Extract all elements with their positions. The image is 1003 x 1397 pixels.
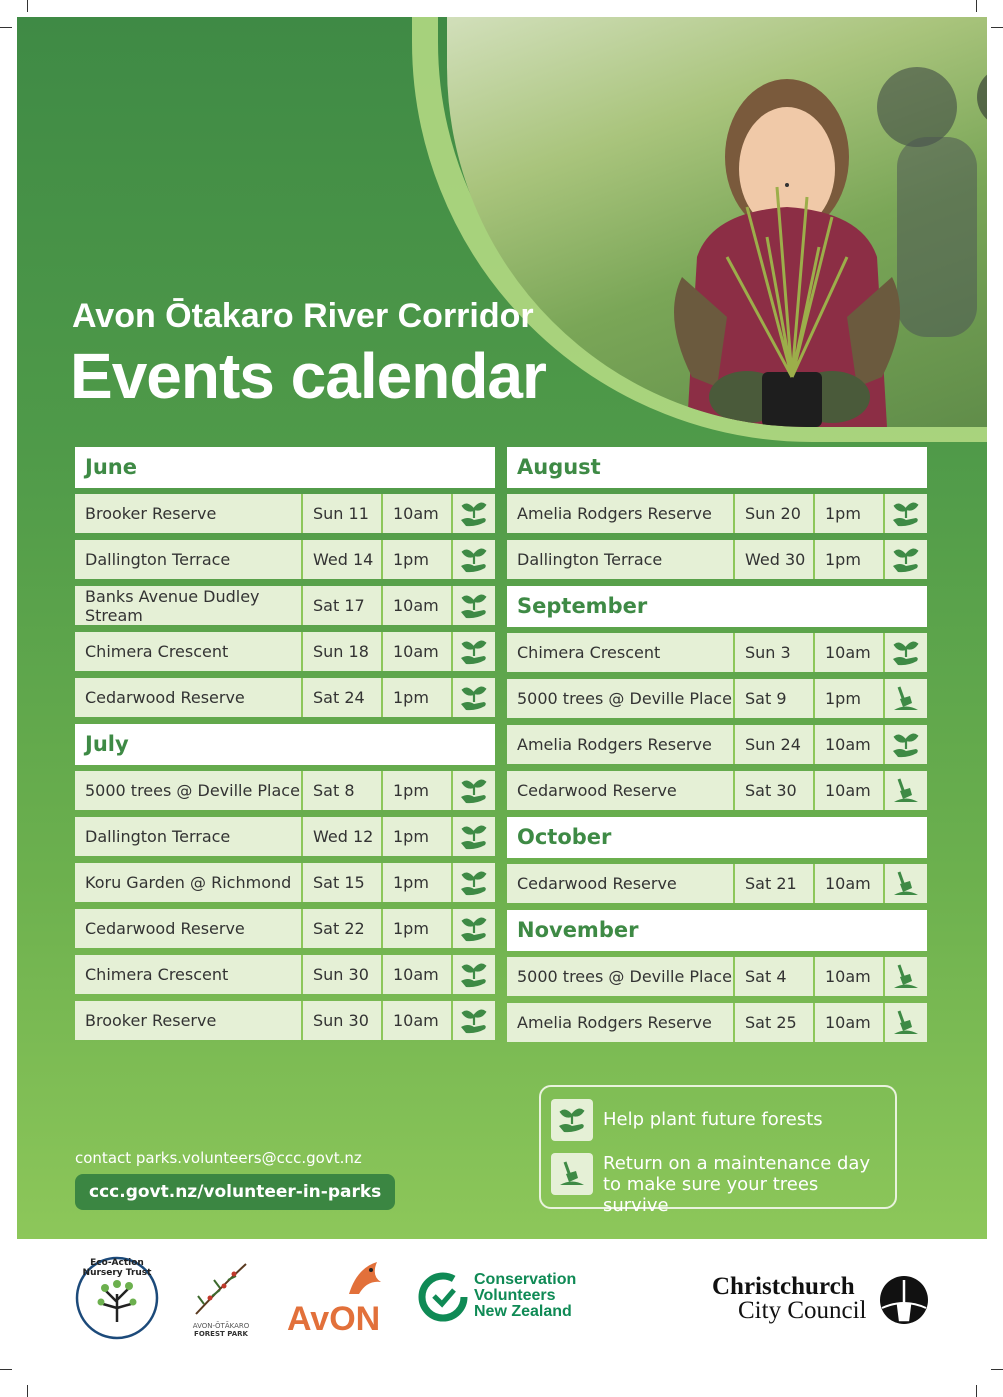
volunteer-url[interactable]: ccc.govt.nz/volunteer-in-parks xyxy=(75,1174,395,1210)
event-time: 10am xyxy=(815,864,885,903)
left-calendar-column xyxy=(75,447,495,1047)
plant-icon xyxy=(453,632,495,671)
event-time: 1pm xyxy=(815,540,885,579)
shovel-icon xyxy=(885,771,927,810)
plant-icon xyxy=(453,817,495,856)
event-location: Dallington Terrace xyxy=(75,817,303,856)
event-day: Sun 30 xyxy=(303,955,383,994)
plant-icon xyxy=(453,771,495,810)
event-time: 1pm xyxy=(383,540,453,579)
cvnz-logo xyxy=(418,1272,598,1332)
ccc-line-2: City Council xyxy=(738,1297,867,1324)
ccc-line-1: Christchurch xyxy=(712,1273,855,1300)
event-day: Sun 3 xyxy=(735,633,815,672)
avon-wordmark: AvON xyxy=(287,1300,381,1338)
event-day: Wed 14 xyxy=(303,540,383,579)
event-location: Dallington Terrace xyxy=(507,540,735,579)
event-day: Sun 24 xyxy=(735,725,815,764)
eco-action-label: Eco-Action Nursery Trust xyxy=(82,1258,152,1278)
event-location: Dallington Terrace xyxy=(75,540,303,579)
event-day: Sat 22 xyxy=(303,909,383,948)
event-row xyxy=(75,771,495,810)
month-heading: October xyxy=(507,817,927,858)
event-time: 10am xyxy=(383,955,453,994)
cvnz-line-3: New Zealand xyxy=(474,1303,572,1320)
event-day: Sat 21 xyxy=(735,864,815,903)
event-location: Chimera Crescent xyxy=(507,633,735,672)
legend-plant-text: Help plant future forests xyxy=(603,1109,823,1130)
event-row xyxy=(507,633,927,672)
event-time: 10am xyxy=(815,771,885,810)
plant-icon xyxy=(551,1099,593,1141)
event-time: 10am xyxy=(815,633,885,672)
month-heading: August xyxy=(507,447,927,488)
event-day: Sat 8 xyxy=(303,771,383,810)
right-calendar-column xyxy=(507,447,927,1049)
event-row xyxy=(75,1001,495,1040)
legend-plant xyxy=(551,1099,888,1141)
event-location: Cedarwood Reserve xyxy=(75,678,303,717)
contact-email[interactable]: contact parks.volunteers@ccc.govt.nz xyxy=(75,1149,362,1167)
event-time: 1pm xyxy=(383,678,453,717)
plant-icon xyxy=(453,494,495,533)
event-day: Wed 12 xyxy=(303,817,383,856)
plant-icon xyxy=(885,633,927,672)
plant-icon xyxy=(453,1001,495,1040)
shovel-icon xyxy=(885,864,927,903)
event-day: Sat 15 xyxy=(303,863,383,902)
event-row xyxy=(75,678,495,717)
event-row xyxy=(75,817,495,856)
ccc-logo xyxy=(712,1274,932,1330)
event-day: Sat 24 xyxy=(303,678,383,717)
event-location: 5000 trees @ Deville Place xyxy=(507,957,735,996)
page-title: Events calendar xyxy=(70,340,546,412)
legend xyxy=(539,1085,897,1216)
shovel-icon xyxy=(885,957,927,996)
event-location: Cedarwood Reserve xyxy=(507,864,735,903)
event-time: 10am xyxy=(815,1003,885,1042)
event-day: Sun 30 xyxy=(303,1001,383,1040)
cvnz-line-1: Conservation xyxy=(474,1271,577,1288)
event-time: 10am xyxy=(383,586,453,625)
event-time: 10am xyxy=(383,494,453,533)
shovel-icon xyxy=(885,679,927,718)
event-time: 10am xyxy=(815,957,885,996)
cvnz-line-2: Volunteers xyxy=(474,1287,556,1304)
event-row xyxy=(507,494,927,533)
event-day: Wed 30 xyxy=(735,540,815,579)
event-time: 10am xyxy=(815,725,885,764)
plant-icon xyxy=(885,540,927,579)
partner-logos xyxy=(0,1240,1003,1360)
event-row xyxy=(75,540,495,579)
event-location: Koru Garden @ Richmond xyxy=(75,863,303,902)
event-series-subtitle: Avon Ōtakaro River Corridor xyxy=(72,297,534,335)
event-time: 1pm xyxy=(383,863,453,902)
event-row xyxy=(507,679,927,718)
event-time: 1pm xyxy=(383,817,453,856)
event-row xyxy=(507,771,927,810)
event-location: Chimera Crescent xyxy=(75,955,303,994)
event-location: Cedarwood Reserve xyxy=(507,771,735,810)
event-row xyxy=(507,725,927,764)
event-location: Banks Avenue Dudley Stream xyxy=(75,586,303,625)
event-day: Sun 18 xyxy=(303,632,383,671)
event-location: 5000 trees @ Deville Place xyxy=(75,771,303,810)
plant-icon xyxy=(453,955,495,994)
event-time: 10am xyxy=(383,632,453,671)
forest-park-name-2: FOREST PARK xyxy=(194,1330,248,1338)
plant-icon xyxy=(453,678,495,717)
forest-park-logo xyxy=(190,1258,252,1338)
plant-icon xyxy=(885,725,927,764)
legend-maintain-text: Return on a maintenance day to make sure your trees survive xyxy=(603,1153,871,1216)
event-time: 1pm xyxy=(815,679,885,718)
event-time: 1pm xyxy=(383,771,453,810)
plant-icon xyxy=(453,909,495,948)
event-day: Sun 11 xyxy=(303,494,383,533)
event-day: Sat 30 xyxy=(735,771,815,810)
plant-icon xyxy=(453,540,495,579)
avon-logo xyxy=(287,1258,387,1340)
month-heading: July xyxy=(75,724,495,765)
event-time: 10am xyxy=(383,1001,453,1040)
event-time: 1pm xyxy=(815,494,885,533)
event-location: Brooker Reserve xyxy=(75,1001,303,1040)
event-time: 1pm xyxy=(383,909,453,948)
month-heading: November xyxy=(507,910,927,951)
event-day: Sat 17 xyxy=(303,586,383,625)
month-heading: June xyxy=(75,447,495,488)
event-location: Chimera Crescent xyxy=(75,632,303,671)
event-row xyxy=(75,632,495,671)
month-heading: September xyxy=(507,586,927,627)
event-day: Sat 4 xyxy=(735,957,815,996)
event-location: Cedarwood Reserve xyxy=(75,909,303,948)
legend-maintain xyxy=(551,1153,888,1216)
event-location: 5000 trees @ Deville Place xyxy=(507,679,735,718)
poster xyxy=(17,17,987,1239)
event-location: Amelia Rodgers Reserve xyxy=(507,494,735,533)
event-row xyxy=(75,909,495,948)
event-day: Sat 9 xyxy=(735,679,815,718)
event-location: Amelia Rodgers Reserve xyxy=(507,725,735,764)
event-row xyxy=(75,863,495,902)
event-day: Sun 20 xyxy=(735,494,815,533)
event-row xyxy=(75,494,495,533)
event-row xyxy=(507,1003,927,1042)
forest-park-name-1: AVON-ŌTĀKARO xyxy=(192,1322,250,1330)
event-row xyxy=(507,864,927,903)
event-day: Sat 25 xyxy=(735,1003,815,1042)
event-row xyxy=(75,586,495,625)
plant-icon xyxy=(885,494,927,533)
event-location: Brooker Reserve xyxy=(75,494,303,533)
event-row xyxy=(507,540,927,579)
plant-icon xyxy=(453,863,495,902)
event-row xyxy=(507,957,927,996)
shovel-icon xyxy=(885,1003,927,1042)
shovel-icon xyxy=(551,1153,593,1195)
event-row xyxy=(75,955,495,994)
plant-icon xyxy=(453,586,495,625)
event-location: Amelia Rodgers Reserve xyxy=(507,1003,735,1042)
